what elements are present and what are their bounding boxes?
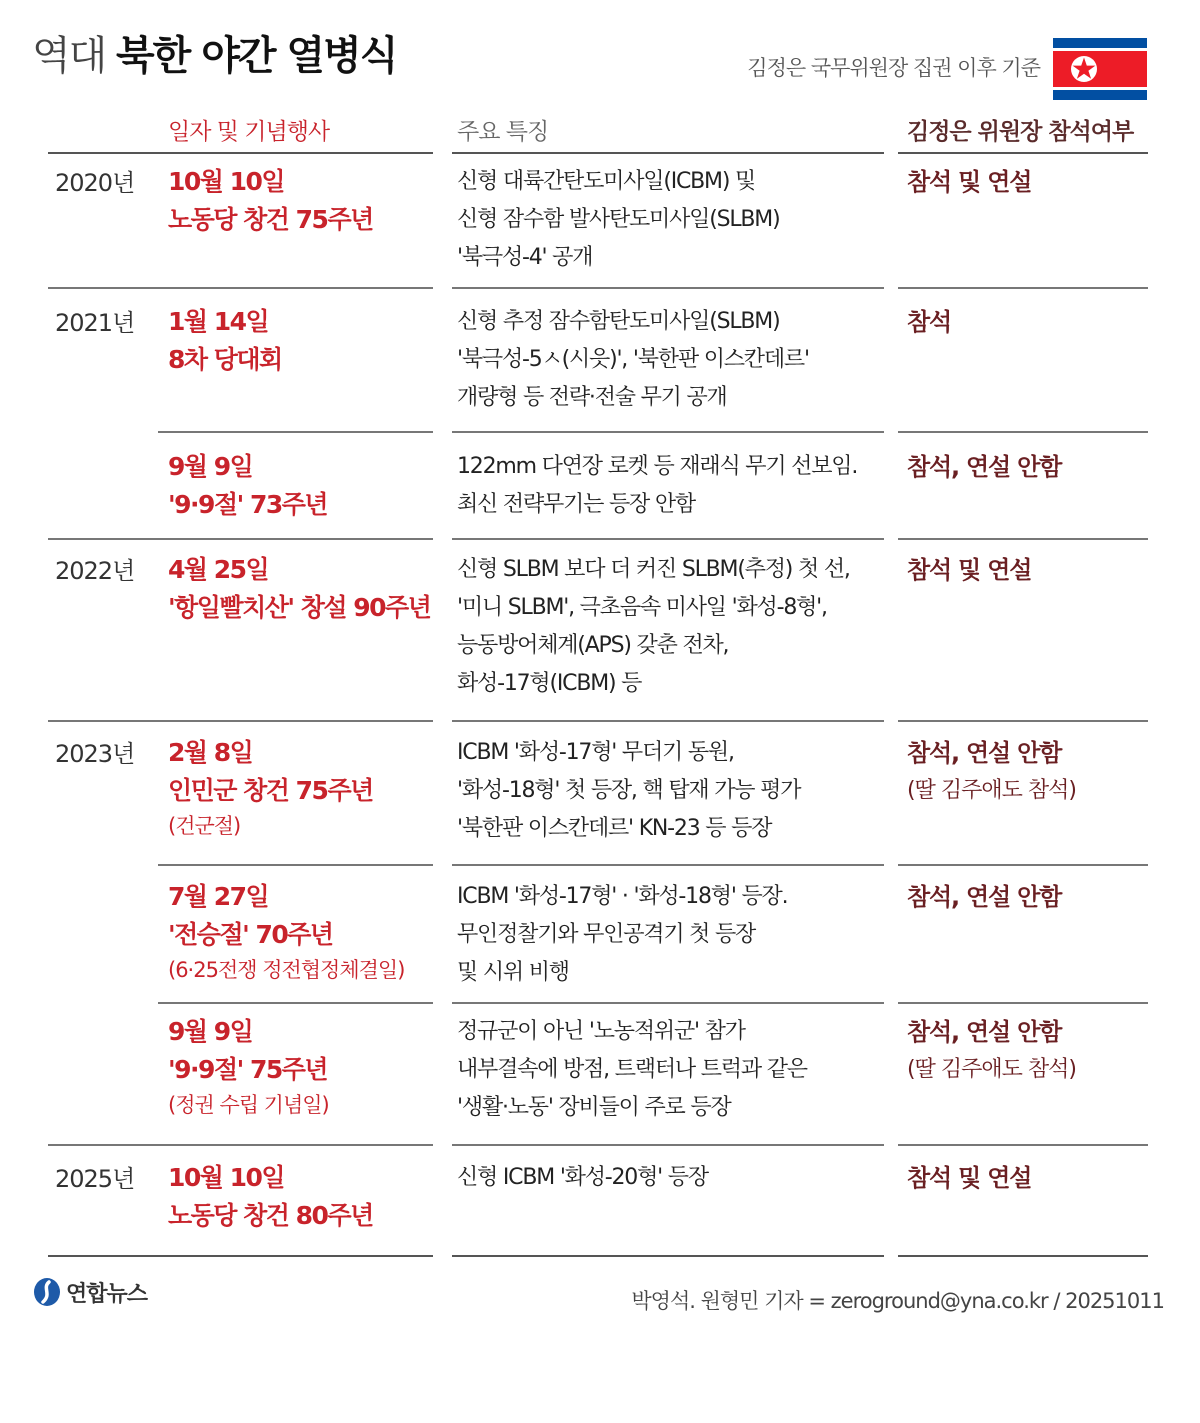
row-divider bbox=[898, 864, 1148, 866]
feature-line: 신형 대륙간탄도미사일(ICBM) 및 bbox=[457, 169, 756, 194]
feature-line: 신형 ICBM '화성-20형' 등장 bbox=[457, 1165, 708, 1190]
table-bottom-rule bbox=[48, 1255, 433, 1257]
row-divider bbox=[452, 720, 884, 722]
event-date: 10월 10일 bbox=[168, 1163, 285, 1192]
row-event bbox=[168, 878, 443, 986]
attendance-status: 참석, 연설 안함 bbox=[907, 1018, 1062, 1046]
feature-line: 내부결속에 방점, 트랙터나 트럭과 같은 bbox=[457, 1057, 807, 1082]
attendance-status: 참석 및 연설 bbox=[907, 168, 1032, 196]
row-attendance bbox=[907, 303, 1152, 341]
header-rule-event bbox=[48, 152, 433, 154]
event-name: 8차 당대회 bbox=[168, 345, 282, 374]
feature-line: '미니 SLBM', 극초음속 미사일 '화성-8형', bbox=[457, 595, 827, 620]
event-note: (정권 수립 기념일) bbox=[168, 1093, 329, 1117]
title-main: 북한 야간 열병식 bbox=[116, 33, 397, 79]
row-features bbox=[457, 448, 887, 524]
column-header-features: 주요 특징 bbox=[457, 119, 549, 145]
row-divider bbox=[452, 1002, 884, 1004]
row-features bbox=[457, 878, 887, 992]
row-year: 2021년 bbox=[55, 309, 135, 337]
feature-line: 개량형 등 전략·전술 무기 공개 bbox=[457, 385, 727, 410]
logo-text: 연합뉴스 bbox=[66, 1281, 148, 1307]
row-event bbox=[168, 734, 443, 842]
row-year: 2023년 bbox=[55, 740, 135, 768]
row-features bbox=[457, 303, 887, 417]
event-note: (건군절) bbox=[168, 814, 241, 838]
feature-line: 신형 추정 잠수함탄도미사일(SLBM) bbox=[457, 309, 780, 334]
row-divider bbox=[898, 1002, 1148, 1004]
row-event bbox=[168, 1013, 443, 1121]
row-divider bbox=[452, 287, 884, 289]
event-name: 노동당 창건 75주년 bbox=[168, 205, 373, 234]
row-divider bbox=[898, 287, 1148, 289]
subtitle: 김정은 국무위원장 집권 이후 기준 bbox=[747, 56, 1040, 80]
attendance-status: 참석 및 연설 bbox=[907, 1164, 1032, 1192]
feature-line: '북극성-4' 공개 bbox=[457, 245, 593, 270]
attendance-status: 참석, 연설 안함 bbox=[907, 883, 1062, 911]
row-divider bbox=[158, 431, 433, 433]
row-year: 2025년 bbox=[55, 1165, 135, 1193]
attendance-note: (딸 김주애도 참석) bbox=[907, 1057, 1076, 1082]
header-rule-features bbox=[452, 152, 884, 154]
row-attendance bbox=[907, 551, 1152, 589]
attendance-status: 참석 및 연설 bbox=[907, 556, 1032, 584]
page-title bbox=[32, 24, 396, 81]
row-attendance bbox=[907, 1013, 1152, 1089]
row-year: 2020년 bbox=[55, 169, 135, 197]
event-name: '9·9절' 73주년 bbox=[168, 490, 328, 519]
feature-line: 정규군이 아닌 '노농적위군' 참가 bbox=[457, 1019, 745, 1044]
feature-line: 최신 전략무기는 등장 안함 bbox=[457, 492, 695, 517]
event-name: '항일빨치산' 창설 90주년 bbox=[168, 593, 431, 622]
row-event bbox=[168, 551, 443, 627]
row-features bbox=[457, 551, 887, 703]
row-divider bbox=[898, 431, 1148, 433]
row-attendance bbox=[907, 448, 1152, 486]
yonhap-logo bbox=[32, 1276, 147, 1308]
row-divider bbox=[452, 538, 884, 540]
feature-line: ICBM '화성-17형' · '화성-18형' 등장. bbox=[457, 884, 788, 909]
header-rule-attendance bbox=[898, 152, 1148, 154]
row-features bbox=[457, 734, 887, 848]
attendance-status: 참석, 연설 안함 bbox=[907, 739, 1062, 767]
row-divider bbox=[452, 864, 884, 866]
event-date: 1월 14일 bbox=[168, 307, 269, 336]
north-korea-flag-icon bbox=[1053, 38, 1147, 100]
feature-line: 무인정찰기와 무인공격기 첫 등장 bbox=[457, 922, 756, 947]
row-features bbox=[457, 1159, 887, 1197]
feature-line: 화성-17형(ICBM) 등 bbox=[457, 671, 642, 696]
yonhap-logo-icon bbox=[32, 1276, 62, 1308]
feature-line: 신형 잠수함 발사탄도미사일(SLBM) bbox=[457, 207, 780, 232]
table-bottom-rule bbox=[898, 1255, 1148, 1257]
row-event bbox=[168, 303, 443, 379]
row-year: 2022년 bbox=[55, 557, 135, 585]
row-attendance bbox=[907, 878, 1152, 916]
feature-line: 능동방어체계(APS) 갖춘 전차, bbox=[457, 633, 729, 658]
row-divider bbox=[48, 538, 433, 540]
row-attendance bbox=[907, 1159, 1152, 1197]
row-features bbox=[457, 1013, 887, 1127]
table-bottom-rule bbox=[452, 1255, 884, 1257]
event-date: 9월 9일 bbox=[168, 452, 253, 481]
row-divider bbox=[898, 1144, 1148, 1146]
row-attendance bbox=[907, 163, 1152, 201]
feature-line: ICBM '화성-17형' 무더기 동원, bbox=[457, 740, 734, 765]
row-attendance bbox=[907, 734, 1152, 810]
feature-line: '생활·노동' 장비들이 주로 등장 bbox=[457, 1095, 731, 1120]
row-divider bbox=[898, 538, 1148, 540]
feature-line: '북극성-5ㅅ(시읏)', '북한판 이스칸데르' bbox=[457, 347, 809, 372]
attendance-status: 참석, 연설 안함 bbox=[907, 453, 1062, 481]
event-date: 10월 10일 bbox=[168, 167, 285, 196]
feature-line: 신형 SLBM 보다 더 커진 SLBM(추정) 첫 선, bbox=[457, 557, 850, 582]
row-divider bbox=[48, 1144, 433, 1146]
attendance-status: 참석 bbox=[907, 308, 951, 336]
row-divider bbox=[158, 1002, 433, 1004]
credit-line: 박영석. 원형민 기자 = zeroground@yna.co.kr / 20251011 bbox=[631, 1289, 1164, 1313]
row-event bbox=[168, 163, 443, 239]
event-name: '9·9절' 75주년 bbox=[168, 1055, 328, 1084]
row-divider bbox=[898, 720, 1148, 722]
row-divider bbox=[48, 720, 433, 722]
row-divider bbox=[158, 864, 433, 866]
row-event bbox=[168, 448, 443, 524]
feature-line: 및 시위 비행 bbox=[457, 960, 569, 985]
attendance-note: (딸 김주애도 참석) bbox=[907, 778, 1076, 803]
row-divider bbox=[48, 287, 433, 289]
event-name: '전승절' 70주년 bbox=[168, 920, 333, 949]
column-header-attendance: 김정은 위원장 참석여부 bbox=[907, 119, 1134, 145]
row-divider bbox=[452, 431, 884, 433]
event-note: (6·25전쟁 정전협정체결일) bbox=[168, 958, 405, 982]
event-date: 4월 25일 bbox=[168, 555, 269, 584]
event-name: 노동당 창건 80주년 bbox=[168, 1201, 373, 1230]
title-prefix: 역대 bbox=[32, 33, 106, 79]
event-date: 9월 9일 bbox=[168, 1017, 253, 1046]
event-name: 인민군 창건 75주년 bbox=[168, 776, 373, 805]
column-header-event: 일자 및 기념행사 bbox=[168, 119, 330, 145]
row-event bbox=[168, 1159, 443, 1235]
event-date: 7월 27일 bbox=[168, 882, 269, 911]
row-divider bbox=[452, 1144, 884, 1146]
row-features bbox=[457, 163, 887, 277]
feature-line: '북한판 이스칸데르' KN-23 등 등장 bbox=[457, 816, 772, 841]
feature-line: 122mm 다연장 로켓 등 재래식 무기 선보임. bbox=[457, 454, 858, 479]
feature-line: '화성-18형' 첫 등장, 핵 탑재 가능 평가 bbox=[457, 778, 801, 803]
event-date: 2월 8일 bbox=[168, 738, 253, 767]
